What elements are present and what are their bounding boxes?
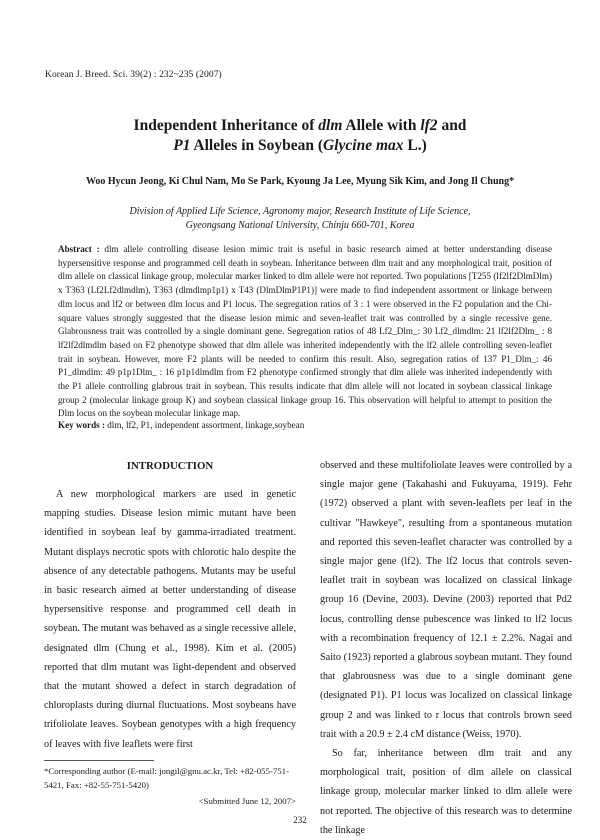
introduction-heading: INTRODUCTION bbox=[126, 460, 214, 472]
page-number: 232 bbox=[293, 815, 307, 825]
right-column bbox=[320, 456, 572, 840]
title-text: Independent Inheritance of bbox=[133, 117, 319, 134]
paper-title-line-1 bbox=[40, 117, 560, 135]
author-list: Woo Hycun Jeong, Ki Chul Nam, Mo Se Park, Kyoung Ja Lee, Myung Sik Kim, and Jong Il Chung* bbox=[85, 176, 515, 187]
title-italic-p1: P1 bbox=[173, 137, 191, 154]
title-text: Allele with bbox=[342, 117, 421, 134]
keywords-text: dlm, lf2, P1, independent assortment, linkage,soybean bbox=[104, 420, 305, 430]
title-text: L.) bbox=[403, 137, 427, 154]
abstract bbox=[58, 243, 552, 421]
abstract-text: dlm allele controlling disease lesion mimic trait is useful in basic research aimed at better understanding disease hypersensitive response and programmed cell death in soybean. Inheritance between dlm trait and any morphological trait, position of dlm allele on classical linkage group, molecular marker linked to dlm allele were not reported. Two populations [T255 (lf2lf2DlmDlm) x T363 (Lf2Lf2dlmdlm), T363 (dlmdlmp1p1) x T43 (DlmDlmP1P1)] were made to find independent assortment or linkage between dlm locus and lf2 or between dlm locus and P1 locus. The segregation ratios of 3 : 1 were observed in the F2 population and the Chi-square values strongly suggested that the disease lesion mimic and seven-leaflet trait was controlled by a single recessive gene. Glabrousness trait was controlled by a single dominant gene. Segregation ratios of 48 Lf2_Dlm_: 30 Lf2_dlmdlm: 21 lf2lf2Dlm_ : 8 lf2lf2dlmdlm based on F2 phenotype showed that dlm allele was inherited independently with the lf2 allele controlling seven-leaflet trait in soybean. However, more F2 plants will be needed to confirm this result. Also, segregation ratios of 137 P1_Dlm_: 46 P1_dlmdlm: 49 p1p1Dlm_ : 16 p1p1dlmdlm from F2 phenotype confirmed strongly that dlm allele was inherited independently with the P1 allele controlling glabrous trait in soybean. This results indicate that dlm allele will not located in soybean classical linkage group 2 (molecular linkage group K) and soybean classical linkage group 16. This observation will helpful to attempt to position the Dlm locus on the soybean molecular linkage map. bbox=[58, 244, 552, 419]
right-paragraph-1: observed and these multifoliolate leaves were controlled by a single major gene (Takahashi and Fukuyama, 1919). Fehr (1972) observed a plant with seven-leaflets per leaf in the cultivar "Hawkeye", resulting from a spontaneous mutation and reported this seven-leaflet character was controlled by a single major gene (lf2). The lf2 locus that controls seven-leaflet trait in soybean was localized on classical linkage group 16 (Devine, 2003). Devine (2003) reported that Pd2 locus, controlling dense pubescence was linked to lf2 locus with a recombination frequency of 12.1 ± 2.2%. Nagai and Saito (1923) reported a glabrous soybean mutant. They found that glabrousness was due to a single dominant gene (designated P1). P1 locus was localized on classical linkage group 2 and was linked to r locus that controls brown seed trait with a 20.9 ± 2.4 cM distance (Weiss, 1970). bbox=[320, 460, 572, 740]
journal-citation: Korean J. Breed. Sci. 39(2) : 232~235 (2007) bbox=[45, 70, 222, 80]
title-text: Alleles in Soybean ( bbox=[190, 137, 324, 154]
affiliation-line-2: Gyeongsang National University, Chinju 660-701, Korea bbox=[185, 220, 415, 231]
corresponding-author-footnote: *Corresponding author (E-mail: jongil@gnu.ac.kr, Tel: +82-055-751-5421, Fax: +82-55-751-5420) bbox=[44, 766, 290, 790]
title-italic-species: Glycine max bbox=[323, 137, 404, 154]
submission-date: <Submitted June 12, 2007> bbox=[198, 796, 296, 806]
abstract-label: Abstract : bbox=[58, 244, 100, 254]
title-italic-lf2: lf2 bbox=[420, 117, 438, 134]
keywords-label: Key words : bbox=[58, 420, 105, 430]
paper-title-line-2 bbox=[40, 137, 560, 155]
right-paragraph-2: So far, inheritance between dlm trait and any morphological trait, position of dlm allele on classical linkage group, molecular marker linked to dlm allele were not reported. The objective of this research was to determine the linkage bbox=[320, 748, 572, 836]
affiliation-line-1: Division of Applied Life Science, Agronomy major, Research Institute of Life Science, bbox=[129, 206, 471, 217]
left-column bbox=[44, 485, 296, 754]
footnote-divider bbox=[44, 760, 154, 761]
left-paragraph-1: A new morphological markers are used in genetic mapping studies. Disease lesion mimic mutant have been identified in soybean leaf by gamma-irradiated treatment. Mutant displays necrotic spots with chlorotic halo despite the absence of any detectable pathogens. Mutants may be useful in basic research aimed at better understanding of disease hypersensitive response and programmed cell death in soybean. The mutant was behaved as a single recessive allele, designated dlm (Chung et al., 1998). Kim et al. (2005) reported that dlm mutant was light-dependent and observed that the mutant showed a defect in starch degradation of chloroplasts during diurnal fluctuations. Most soybeans have trifoliolate leaves. Soybean genotypes with a high frequency of leaves with five leaflets were first bbox=[44, 489, 296, 750]
title-italic-dlm: dlm bbox=[318, 117, 343, 134]
keywords bbox=[58, 420, 552, 430]
title-text: and bbox=[437, 117, 467, 134]
